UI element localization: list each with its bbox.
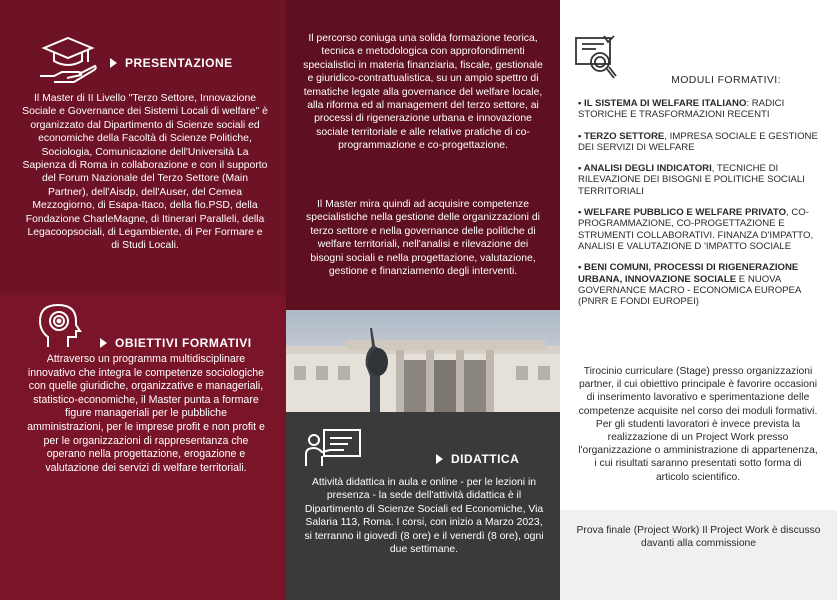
- module-description: : RADICI STORICHE E TRASFORMAZIONI RECENTI: [578, 98, 785, 121]
- hand-graduation-cap-icon: [36, 34, 100, 86]
- obiettivi-heading: OBIETTIVI FORMATIVI: [115, 336, 252, 350]
- building-photo: [286, 310, 560, 412]
- obiettivi-text: Attraverso un programma multidisciplinare innovativo che integra le competenze sociologiche con quelle giuridiche, organizzative e manageriali, statistico-economiche, il Master punta a formare figure manageriali per le pubbliche amministrazioni, per le imprese profit e non profit e per le organizzazioni di rappresentanza che operano nella progettazione, erogazione e valutazione dei servizi di welfare territoriali.: [27, 353, 265, 474]
- list-item: [578, 262, 828, 307]
- module-description: E NUOVA GOVERNANCE MACRO - ECONOMICA EUROPEA (PNRR E FONDI EUROPEI): [578, 273, 801, 308]
- presentazione-heading: PRESENTAZIONE: [125, 56, 233, 70]
- finale-panel: [560, 510, 837, 600]
- obiettivi-panel: [0, 295, 286, 600]
- didattica-panel: [286, 412, 560, 600]
- tirocinio-text: Tirocinio curriculare (Stage) presso organizzazioni partner, il cui obiettivo principale è favorire occasioni di inserimento lavorativo e sperimentazione delle competenze acquisite nel corso dei moduli formativi. Per gli studenti lavoratori è invece prevista la realizzazione di un Project Work presso l'organizzazione o amministrazione di appartenenza, i cui risultati saranno presentati sotto forma di articolo scientifico.: [578, 366, 818, 483]
- presentazione-text: Il Master di II Livello "Terzo Settore, Innovazione Sociale e Governance dei Sistemi Locali di welfare" è organizzato dal Dipartimento di Scienze sociali ed economiche della Facoltà di Scienze Politiche, Sociologia, Comunicazione dell'Università La Sapienza di Roma in collaborazione e con il supporto del Forum Nazionale del Terzo Settore (Main Partner), dell'Aisdp, dell'Auser, del Cemea Mezzogiorno, di Esapa-Itaco, della fio.PSD, della Fondazione CharleMagne, di Itinerari Paralleli, della Legacoopsociali, di Legambiente, di Per Formare e di Studi Locali.: [22, 93, 268, 252]
- head-target-icon: [36, 303, 88, 349]
- module-description: , IMPRESA SOCIALE E GESTIONE DEI SERVIZI DI WELFARE: [578, 130, 818, 153]
- presentazione-panel: [0, 0, 286, 295]
- module-title: • BENI COMUNI, PROCESSI DI RIGENERAZIONE URBANA, INNOVAZIONE SOCIALE: [578, 262, 799, 285]
- module-title: • ANALISI DEGLI INDICATORI: [578, 163, 712, 175]
- didattica-heading: DIDATTICA: [451, 452, 520, 466]
- list-item: [578, 207, 828, 252]
- moduli-panel: [560, 0, 837, 510]
- module-description: , CO-PROGRAMMAZIONE, CO-PROGETTAZIONE E STRUMENTI COLLABORATIVI. FINANZA D'IMPATTO, ANALISI E VALUTAZIONE D 'IMPATTO SOCIALE: [578, 207, 814, 252]
- bullet-triangle-icon: [100, 338, 107, 348]
- teacher-board-icon: [304, 426, 364, 470]
- list-item: [578, 163, 828, 197]
- statue-building-photo: [286, 310, 560, 412]
- module-title: • IL SISTEMA DI WELFARE ITALIANO: [578, 98, 747, 109]
- moduli-title: MODULI FORMATIVI:: [671, 74, 781, 86]
- percorso-paragraph-1: Il percorso coniuga una solida formazione teorica, tecnica e metodologica con approfondimenti specialistici in materia finanziaria, fiscale, gestionale e giuridico-contrattualistica, su un ampio spettro di tematiche legate alla governance del welfare locale, alla riforma ed al management del terzo settore, ai processi di rigenerazione urbana e innovazione sociale territoriale e alle relative pratiche di co-programmazione e co-progettazione.: [303, 33, 543, 152]
- module-title: • WELFARE PUBBLICO E WELFARE PRIVATO: [578, 207, 787, 219]
- module-description: , TECNICHE DI RILEVAZIONE DEI BISOGNI E POLITICHE SOCIALI TERRITORIALI: [578, 163, 805, 197]
- percorso-paragraph-2: Il Master mira quindi ad acquisire competenze specialistiche nella gestione delle organizzazioni di terzo settore e nella governance delle politiche di welfare territoriali, nell'analisi e rilevazione dei bisogni sociali e nella progettazione, valutazione, gestione e finanziamento degli interventi.: [306, 199, 540, 278]
- bullet-triangle-icon: [436, 454, 443, 464]
- percorso-panel: [286, 0, 560, 310]
- bullet-triangle-icon: [110, 58, 117, 68]
- list-item: [578, 98, 828, 121]
- list-item: [578, 131, 828, 154]
- finale-text: Prova finale (Project Work) Il Project Work è discusso davanti alla commissione: [576, 525, 821, 550]
- module-title: • TERZO SETTORE: [578, 130, 665, 142]
- didattica-text: Attività didattica in aula e online - per le lezioni in presenza - la sede dell'attività didattica è il Dipartimento di Scienze Sociali ed Economiche, Via Salaria 113, Roma. I corsi, con inizio a Marzo 2023, si terranno il giovedì (8 ore) e il venerdì (8 ore), ogni due settimane.: [304, 477, 544, 556]
- moduli-list: [578, 98, 828, 317]
